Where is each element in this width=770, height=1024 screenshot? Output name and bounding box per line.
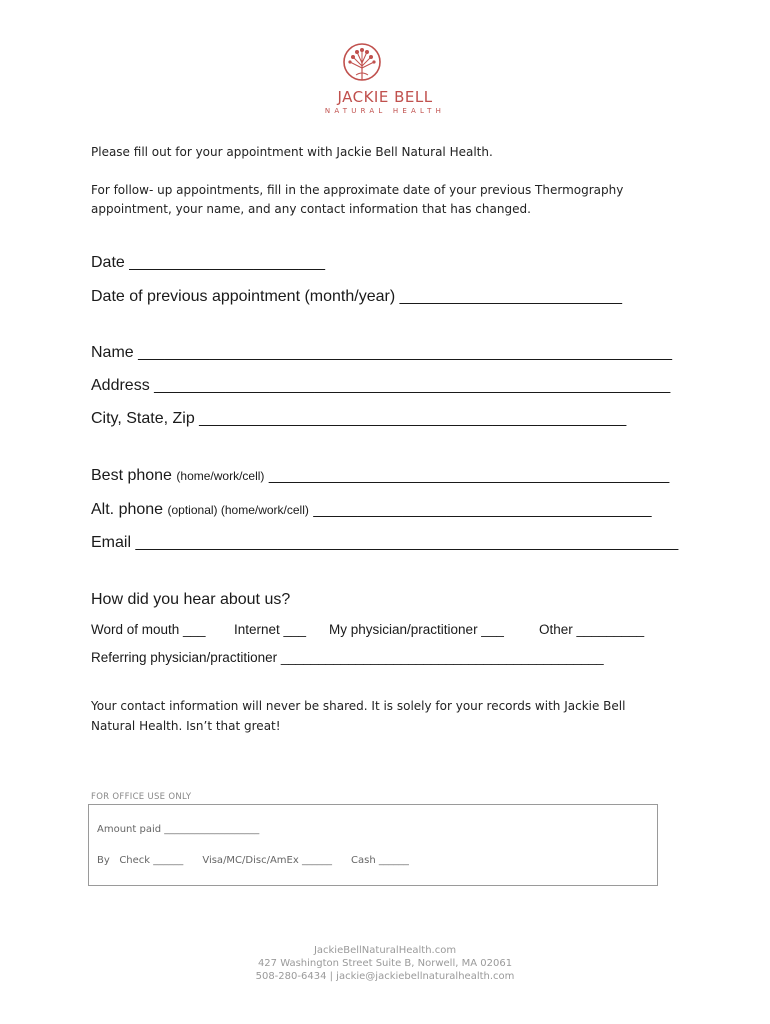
- best-phone-field[interactable]: [91, 467, 669, 485]
- footer-website: JackieBellNaturalHealth.com: [313, 945, 457, 956]
- intro-line-2b: appointment, your name, and any contact information that has changed.: [91, 202, 531, 216]
- date-field[interactable]: Date ______________________: [91, 254, 326, 271]
- footer-contact: 508-280-6434 | jackie@jackiebellnaturalhealth.com: [255, 971, 515, 982]
- previous-appointment-field[interactable]: Date of previous appointment (month/year) _________________________: [91, 288, 623, 305]
- alt-phone-field[interactable]: [91, 501, 651, 519]
- best-phone-line[interactable]: _____________________________________________: [264, 467, 670, 484]
- best-phone-hint: (home/work/cell): [176, 469, 265, 483]
- physician-option[interactable]: My physician/practitioner ___: [329, 622, 504, 637]
- intro-line-1: Please fill out for your appointment with Jackie Bell Natural Health.: [91, 145, 493, 159]
- closing-line-1: Your contact information will never be shared. It is solely for your records with Jackie Bell: [91, 699, 626, 713]
- footer-address: 427 Washington Street Suite B, Norwell, MA 02061: [257, 958, 513, 969]
- city-state-zip-field[interactable]: City, State, Zip ________________________________________________: [91, 410, 627, 427]
- email-field[interactable]: Email _____________________________________________________________: [91, 534, 679, 551]
- other-option[interactable]: Other _________: [539, 622, 645, 637]
- office-use-box: [88, 804, 658, 886]
- amount-paid-field[interactable]: Amount paid ___________________: [97, 824, 260, 835]
- alt-phone-line[interactable]: ______________________________________: [308, 501, 652, 518]
- brand-name: JACKIE BELL: [337, 88, 433, 106]
- payment-method-field[interactable]: By Check ______ Visa/MC/Disc/AmEx ______ Cash ______: [97, 855, 409, 866]
- referring-physician-field[interactable]: Referring physician/practitioner ___________________________________________: [91, 650, 604, 665]
- alt-phone-label: Alt. phone: [91, 501, 168, 518]
- office-use-label: FOR OFFICE USE ONLY: [91, 792, 192, 802]
- intro-line-2a: For follow- up appointments, fill in the approximate date of your previous Thermography: [91, 183, 624, 197]
- internet-option[interactable]: Internet ___: [234, 622, 307, 637]
- alt-phone-hint: (optional) (home/work/cell): [167, 503, 309, 517]
- dandelion-circle-icon: [342, 42, 382, 84]
- word-of-mouth-option[interactable]: Word of mouth ___: [91, 622, 206, 637]
- brand-subtitle: NATURAL HEALTH: [324, 107, 446, 115]
- best-phone-label: Best phone: [91, 467, 177, 484]
- address-field[interactable]: Address __________________________________________________________: [91, 377, 671, 394]
- referral-heading: How did you hear about us?: [91, 591, 291, 608]
- closing-line-2: Natural Health. Isn’t that great!: [91, 719, 281, 733]
- name-field[interactable]: Name ____________________________________________________________: [91, 344, 673, 361]
